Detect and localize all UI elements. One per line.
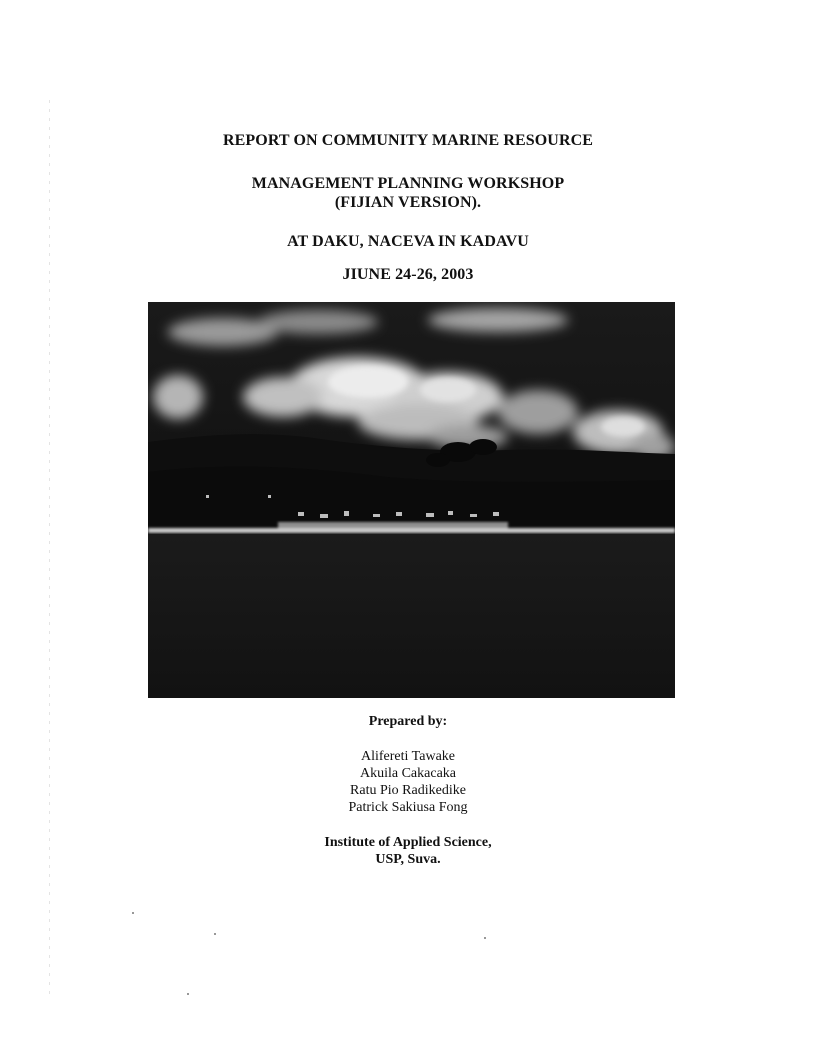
scan-speck (132, 912, 134, 914)
institution-location: USP, Suva. (375, 852, 441, 867)
prepared-by-label: Prepared by: (368, 714, 448, 729)
author-name: Ratu Pio Radikedike (350, 783, 466, 798)
dates-text: JIUNE 24-26, 2003 (342, 266, 474, 283)
coastal-village-photo (148, 302, 675, 698)
author-name: Akuila Cakacaka (359, 766, 456, 781)
title-line-2: MANAGEMENT PLANNING WORKSHOP (251, 175, 565, 192)
author-name: Alifereti Tawake (361, 749, 455, 764)
scan-speck (484, 937, 486, 939)
location-text: AT DAKU, NACEVA IN KADAVU (287, 233, 529, 250)
title-line-3: (FIJIAN VERSION). (334, 194, 482, 211)
author-name: Patrick Sakiusa Fong (348, 800, 468, 815)
institution-name: Institute of Applied Science, (324, 835, 492, 850)
scan-speck (214, 933, 216, 935)
coastal-village-landscape-photo-icon (148, 302, 675, 698)
report-subtitle (0, 174, 816, 212)
author-list (0, 748, 816, 816)
institution-block (0, 834, 816, 868)
report-location (0, 232, 816, 251)
report-title (0, 131, 816, 150)
scan-speck (187, 993, 189, 995)
report-dates (0, 265, 816, 284)
title-line-1: REPORT ON COMMUNITY MARINE RESOURCE (222, 132, 594, 149)
